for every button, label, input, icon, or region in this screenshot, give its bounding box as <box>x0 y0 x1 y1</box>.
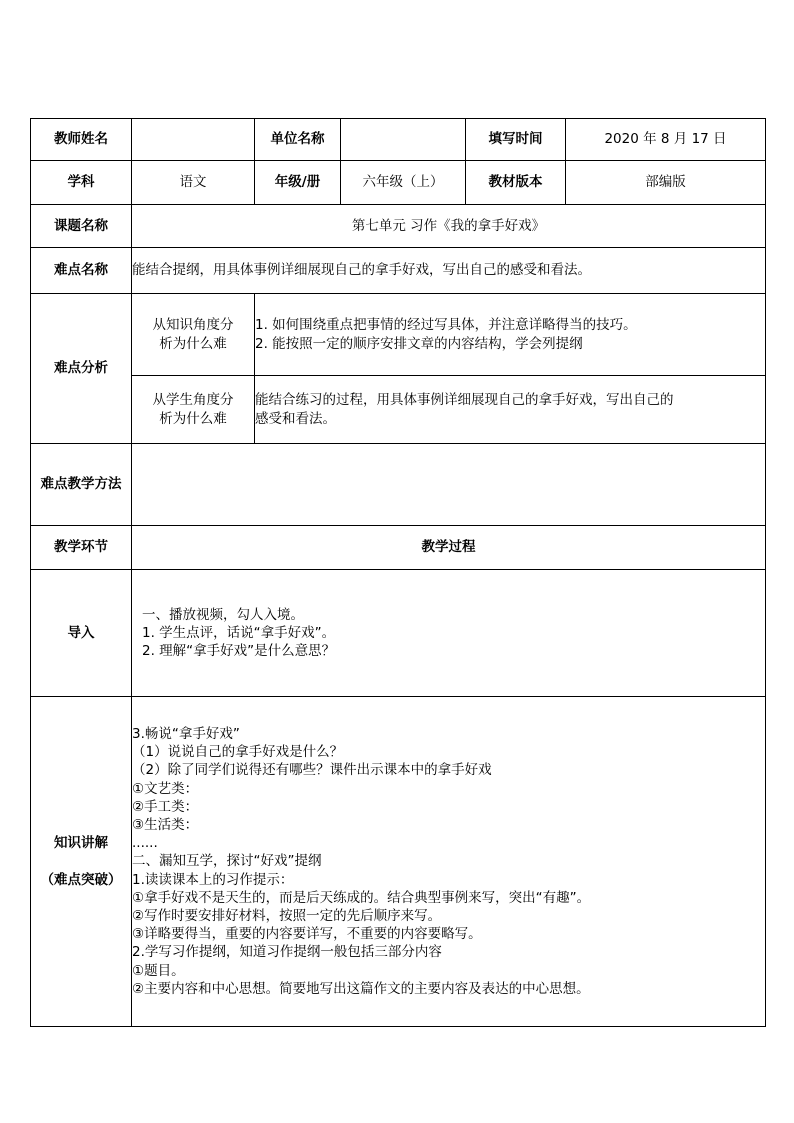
knowledge-angle-line-1: 从知识角度分 <box>152 317 234 334</box>
knowledge-angle-point-1: 1. 如何围绕重点把事情的经过写具体，并注意详略得当的技巧。 <box>255 317 637 334</box>
process-header-row <box>31 526 766 570</box>
knowledge-line: ...... <box>132 835 158 852</box>
knowledge-angle-line-2: 析为什么难 <box>159 335 227 352</box>
fill-date-label: 填写时间 <box>466 119 566 161</box>
edition-label: 教材版本 <box>466 161 566 205</box>
topic-value: 第七单元 习作《我的拿手好戏》 <box>132 205 766 248</box>
knowledge-label-line-1: 知识讲解 <box>54 835 108 852</box>
unit-name-label: 单位名称 <box>255 119 341 161</box>
grade-value: 六年级（上） <box>341 161 466 205</box>
header-row-1 <box>31 119 766 161</box>
grade-label: 年级/册 <box>255 161 341 205</box>
knowledge-line: 1.读读课本上的习作提示： <box>132 871 294 888</box>
difficulty-value: 能结合提纲，用具体事例详细展现自己的拿手好戏，写出自己的感受和看法。 <box>132 248 766 294</box>
knowledge-row <box>31 697 766 1027</box>
intro-line: 1. 学生点评，话说“拿手好戏”。 <box>142 624 336 641</box>
knowledge-line: ②手工类： <box>132 798 199 815</box>
knowledge-angle-point-2: 2. 能按照一定的顺序安排文章的内容结构，学会列提纲 <box>255 335 583 352</box>
topic-row <box>31 205 766 248</box>
teaching-stage-header: 教学环节 <box>31 526 132 570</box>
analysis-knowledge-row <box>31 294 766 376</box>
student-angle-line-2: 析为什么难 <box>159 410 227 427</box>
student-angle-text-2: 感受和看法。 <box>255 410 336 427</box>
knowledge-line: ①题目。 <box>132 962 185 979</box>
difficulty-row <box>31 248 766 294</box>
lesson-plan-table <box>30 118 766 1027</box>
header-row-2 <box>31 161 766 205</box>
knowledge-angle-label <box>132 294 255 376</box>
student-angle-label <box>132 376 255 444</box>
analysis-student-row <box>31 376 766 444</box>
intro-content <box>132 570 766 697</box>
fill-date-value: 2020 年 8 月 17 日 <box>566 119 766 161</box>
knowledge-label-line-2: （难点突破） <box>40 871 122 888</box>
knowledge-line: ③生活类： <box>132 816 199 833</box>
method-value <box>132 444 766 526</box>
knowledge-line: （1）说说自己的拿手好戏是什么？ <box>132 744 344 761</box>
knowledge-line: 2.学写习作提纲，知道习作提纲一般包括三部分内容 <box>132 944 442 961</box>
student-angle-text-1: 能结合练习的过程，用具体事例详细展现自己的拿手好戏，写出自己的 <box>255 392 674 409</box>
subject-label: 学科 <box>31 161 132 205</box>
teacher-name-value <box>132 119 255 161</box>
knowledge-content <box>132 697 766 1027</box>
knowledge-line: 3.畅说“拿手好戏” <box>132 725 240 742</box>
analysis-label: 难点分析 <box>31 294 132 444</box>
teacher-name-label: 教师姓名 <box>31 119 132 161</box>
method-row <box>31 444 766 526</box>
method-label: 难点教学方法 <box>31 444 132 526</box>
knowledge-line: ②写作时要安排好材料，按照一定的先后顺序来写。 <box>132 908 442 925</box>
edition-value: 部编版 <box>566 161 766 205</box>
knowledge-line: （2）除了同学们说得还有哪些？课件出示课本中的拿手好戏 <box>132 762 492 779</box>
intro-line: 2. 理解“拿手好戏”是什么意思？ <box>142 643 336 660</box>
topic-label: 课题名称 <box>31 205 132 248</box>
knowledge-angle-content <box>255 294 766 376</box>
subject-value: 语文 <box>132 161 255 205</box>
teaching-process-header: 教学过程 <box>132 526 766 570</box>
unit-name-value <box>341 119 466 161</box>
student-angle-line-1: 从学生角度分 <box>152 392 234 409</box>
knowledge-line: ①文艺类： <box>132 780 199 797</box>
knowledge-label <box>31 697 132 1027</box>
intro-label: 导入 <box>31 570 132 697</box>
intro-line: 一、播放视频，勾人入境。 <box>142 606 304 623</box>
knowledge-line: ②主要内容和中心思想。简要地写出这篇作文的主要内容及表达的中心思想。 <box>132 980 590 997</box>
student-angle-content <box>255 376 766 444</box>
knowledge-line: ①拿手好戏不是天生的，而是后天练成的。结合典型事例来写，突出“有趣”。 <box>132 889 591 906</box>
knowledge-line: ③详略要得当，重要的内容要详写，不重要的内容要略写。 <box>132 926 482 943</box>
difficulty-label: 难点名称 <box>31 248 132 294</box>
intro-row <box>31 570 766 697</box>
knowledge-line: 二、漏知互学，探讨“好戏”提纲 <box>132 853 322 870</box>
